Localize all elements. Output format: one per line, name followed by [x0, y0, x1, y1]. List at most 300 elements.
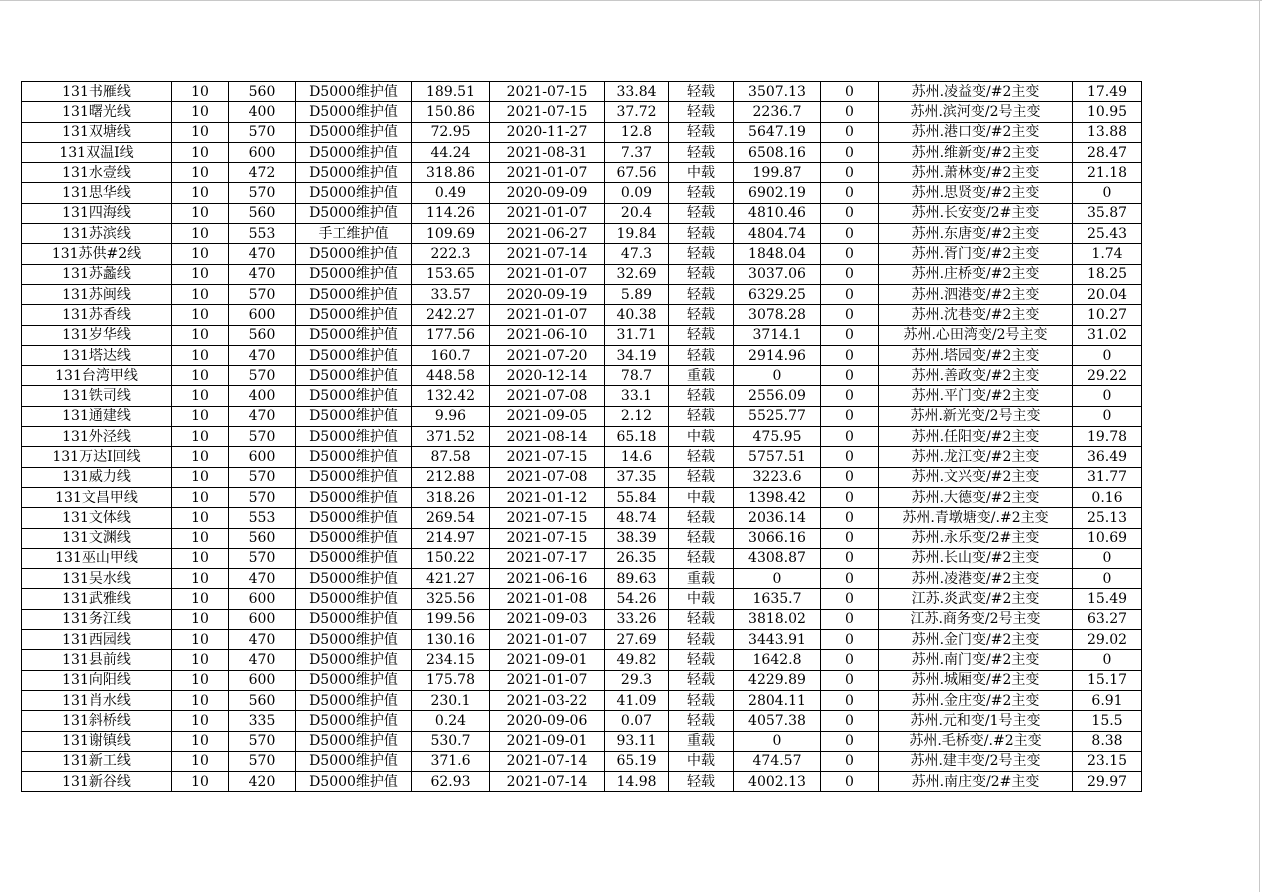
cell-rated-capacity: 600	[229, 305, 296, 325]
cell-transformer-load: 18.25	[1073, 264, 1142, 284]
cell-line-name: 131苏闽线	[22, 284, 172, 304]
cell-rated-capacity: 472	[229, 163, 296, 183]
cell-substation: 苏州.长安变/2#主变	[879, 203, 1073, 223]
cell-remaining-capacity: 3223.6	[734, 467, 821, 487]
cell-voltage: 10	[172, 548, 229, 568]
cell-load-rate: 93.11	[605, 731, 669, 751]
cell-load-status: 轻载	[669, 508, 734, 528]
table-row	[22, 406, 1142, 426]
cell-rated-capacity: 570	[229, 122, 296, 142]
cell-remaining-capacity: 5525.77	[734, 406, 821, 426]
cell-load-value: 130.16	[412, 630, 490, 650]
cell-load-status: 轻载	[669, 406, 734, 426]
cell-load-status: 重载	[669, 366, 734, 386]
cell-voltage: 10	[172, 366, 229, 386]
cell-date: 2020-11-27	[490, 122, 605, 142]
cell-rated-capacity: 600	[229, 589, 296, 609]
cell-load-status: 中载	[669, 427, 734, 447]
cell-line-name: 131通建线	[22, 406, 172, 426]
cell-load-rate: 37.35	[605, 467, 669, 487]
table-row	[22, 122, 1142, 142]
cell-transformer-load: 10.27	[1073, 305, 1142, 325]
cell-voltage: 10	[172, 203, 229, 223]
cell-voltage: 10	[172, 142, 229, 162]
cell-transformer-load: 25.43	[1073, 224, 1142, 244]
cell-line-name: 131谢镇线	[22, 731, 172, 751]
cell-substation: 苏州.思贤变/#2主变	[879, 183, 1073, 203]
cell-load-value: 150.22	[412, 548, 490, 568]
cell-maintenance-source: D5000维护值	[296, 163, 412, 183]
cell-load-status: 轻载	[669, 264, 734, 284]
cell-load-status: 轻载	[669, 82, 734, 102]
cell-date: 2021-01-07	[490, 203, 605, 223]
cell-rated-capacity: 470	[229, 406, 296, 426]
cell-load-value: 189.51	[412, 82, 490, 102]
cell-transformer-load: 15.49	[1073, 589, 1142, 609]
cell-load-rate: 55.84	[605, 487, 669, 507]
cell-load-status: 轻载	[669, 772, 734, 792]
cell-load-value: 160.7	[412, 345, 490, 365]
cell-load-status: 中载	[669, 163, 734, 183]
cell-line-name: 131西园线	[22, 630, 172, 650]
cell-transformer-load: 13.88	[1073, 122, 1142, 142]
cell-rated-capacity: 553	[229, 508, 296, 528]
cell-load-rate: 0.09	[605, 183, 669, 203]
table-row	[22, 548, 1142, 568]
cell-overload-count: 0	[821, 142, 879, 162]
cell-voltage: 10	[172, 751, 229, 771]
cell-voltage: 10	[172, 487, 229, 507]
cell-date: 2021-01-07	[490, 630, 605, 650]
cell-voltage: 10	[172, 630, 229, 650]
cell-maintenance-source: D5000维护值	[296, 548, 412, 568]
cell-line-name: 131县前线	[22, 650, 172, 670]
cell-transformer-load: 17.49	[1073, 82, 1142, 102]
table-row	[22, 284, 1142, 304]
cell-date: 2021-07-14	[490, 772, 605, 792]
cell-load-rate: 12.8	[605, 122, 669, 142]
cell-voltage: 10	[172, 467, 229, 487]
cell-remaining-capacity: 2914.96	[734, 345, 821, 365]
cell-load-value: 62.93	[412, 772, 490, 792]
cell-load-value: 222.3	[412, 244, 490, 264]
cell-line-name: 131肖水线	[22, 690, 172, 710]
cell-remaining-capacity: 6508.16	[734, 142, 821, 162]
cell-line-name: 131岁华线	[22, 325, 172, 345]
cell-voltage: 10	[172, 569, 229, 589]
cell-voltage: 10	[172, 224, 229, 244]
cell-transformer-load: 63.27	[1073, 609, 1142, 629]
cell-line-name: 131台湾甲线	[22, 366, 172, 386]
cell-rated-capacity: 570	[229, 467, 296, 487]
cell-rated-capacity: 570	[229, 548, 296, 568]
cell-overload-count: 0	[821, 711, 879, 731]
cell-maintenance-source: D5000维护值	[296, 731, 412, 751]
cell-load-value: 325.56	[412, 589, 490, 609]
cell-load-value: 371.52	[412, 427, 490, 447]
cell-load-value: 242.27	[412, 305, 490, 325]
cell-transformer-load: 0	[1073, 548, 1142, 568]
table-row	[22, 386, 1142, 406]
cell-substation: 苏州.泗港变/#2主变	[879, 284, 1073, 304]
cell-transformer-load: 31.77	[1073, 467, 1142, 487]
cell-date: 2021-06-10	[490, 325, 605, 345]
cell-load-value: 214.97	[412, 528, 490, 548]
table-row	[22, 447, 1142, 467]
cell-maintenance-source: D5000维护值	[296, 142, 412, 162]
cell-load-status: 中载	[669, 487, 734, 507]
cell-maintenance-source: D5000维护值	[296, 345, 412, 365]
cell-load-value: 33.57	[412, 284, 490, 304]
cell-date: 2020-09-09	[490, 183, 605, 203]
cell-remaining-capacity: 4810.46	[734, 203, 821, 223]
cell-line-name: 131新谷线	[22, 772, 172, 792]
table-row	[22, 244, 1142, 264]
cell-voltage: 10	[172, 731, 229, 751]
cell-date: 2020-09-19	[490, 284, 605, 304]
cell-maintenance-source: D5000维护值	[296, 630, 412, 650]
cell-maintenance-source: D5000维护值	[296, 711, 412, 731]
cell-overload-count: 0	[821, 569, 879, 589]
cell-voltage: 10	[172, 427, 229, 447]
cell-remaining-capacity: 199.87	[734, 163, 821, 183]
cell-date: 2021-09-01	[490, 731, 605, 751]
cell-maintenance-source: D5000维护值	[296, 264, 412, 284]
cell-load-rate: 31.71	[605, 325, 669, 345]
table-row	[22, 467, 1142, 487]
cell-voltage: 10	[172, 670, 229, 690]
cell-overload-count: 0	[821, 163, 879, 183]
cell-remaining-capacity: 3066.16	[734, 528, 821, 548]
cell-overload-count: 0	[821, 183, 879, 203]
cell-substation: 苏州.长山变/#2主变	[879, 548, 1073, 568]
table-row	[22, 102, 1142, 122]
cell-remaining-capacity: 474.57	[734, 751, 821, 771]
cell-substation: 苏州.滨河变/2号主变	[879, 102, 1073, 122]
cell-load-value: 421.27	[412, 569, 490, 589]
cell-remaining-capacity: 4308.87	[734, 548, 821, 568]
cell-remaining-capacity: 0	[734, 366, 821, 386]
cell-voltage: 10	[172, 447, 229, 467]
cell-load-status: 轻载	[669, 203, 734, 223]
cell-voltage: 10	[172, 528, 229, 548]
cell-load-rate: 65.19	[605, 751, 669, 771]
cell-voltage: 10	[172, 305, 229, 325]
cell-substation: 苏州.金庄变/#2主变	[879, 690, 1073, 710]
cell-line-name: 131文昌甲线	[22, 487, 172, 507]
table-row	[22, 305, 1142, 325]
table-row	[22, 366, 1142, 386]
cell-substation: 苏州.毛桥变/.#2主变	[879, 731, 1073, 751]
cell-load-rate: 14.98	[605, 772, 669, 792]
cell-load-status: 轻载	[669, 528, 734, 548]
cell-load-value: 234.15	[412, 650, 490, 670]
cell-load-status: 重载	[669, 731, 734, 751]
cell-load-rate: 26.35	[605, 548, 669, 568]
cell-voltage: 10	[172, 609, 229, 629]
cell-substation: 江苏.炎武变/#2主变	[879, 589, 1073, 609]
cell-maintenance-source: D5000维护值	[296, 102, 412, 122]
cell-overload-count: 0	[821, 751, 879, 771]
cell-overload-count: 0	[821, 345, 879, 365]
cell-load-status: 轻载	[669, 386, 734, 406]
cell-substation: 苏州.胥门变/#2主变	[879, 244, 1073, 264]
cell-line-name: 131双温I线	[22, 142, 172, 162]
table-row	[22, 630, 1142, 650]
page-edge-top	[0, 0, 1262, 1]
cell-overload-count: 0	[821, 670, 879, 690]
cell-load-rate: 89.63	[605, 569, 669, 589]
cell-date: 2021-01-12	[490, 487, 605, 507]
cell-transformer-load: 20.04	[1073, 284, 1142, 304]
cell-load-value: 199.56	[412, 609, 490, 629]
table-row	[22, 325, 1142, 345]
cell-load-rate: 47.3	[605, 244, 669, 264]
cell-line-name: 131巫山甲线	[22, 548, 172, 568]
cell-maintenance-source: D5000维护值	[296, 528, 412, 548]
cell-date: 2021-01-07	[490, 163, 605, 183]
cell-overload-count: 0	[821, 528, 879, 548]
cell-substation: 苏州.建丰变/2号主变	[879, 751, 1073, 771]
cell-load-status: 轻载	[669, 345, 734, 365]
cell-voltage: 10	[172, 284, 229, 304]
cell-load-status: 轻载	[669, 690, 734, 710]
cell-line-name: 131水壹线	[22, 163, 172, 183]
cell-line-name: 131苏供#2线	[22, 244, 172, 264]
cell-substation: 苏州.心田湾变/2号主变	[879, 325, 1073, 345]
cell-date: 2020-12-14	[490, 366, 605, 386]
table-row	[22, 203, 1142, 223]
cell-rated-capacity: 570	[229, 366, 296, 386]
cell-load-status: 轻载	[669, 244, 734, 264]
cell-load-rate: 49.82	[605, 650, 669, 670]
cell-load-status: 轻载	[669, 325, 734, 345]
cell-rated-capacity: 470	[229, 345, 296, 365]
cell-transformer-load: 10.95	[1073, 102, 1142, 122]
table-row	[22, 163, 1142, 183]
cell-remaining-capacity: 6329.25	[734, 284, 821, 304]
cell-remaining-capacity: 4002.13	[734, 772, 821, 792]
cell-rated-capacity: 600	[229, 609, 296, 629]
cell-overload-count: 0	[821, 122, 879, 142]
table-row	[22, 731, 1142, 751]
cell-load-value: 448.58	[412, 366, 490, 386]
cell-load-rate: 34.19	[605, 345, 669, 365]
cell-substation: 苏州.萧林变/#2主变	[879, 163, 1073, 183]
cell-rated-capacity: 570	[229, 183, 296, 203]
cell-substation: 苏州.南庄变/2#主变	[879, 772, 1073, 792]
cell-rated-capacity: 470	[229, 569, 296, 589]
cell-load-value: 0.49	[412, 183, 490, 203]
cell-substation: 苏州.永乐变/2#主变	[879, 528, 1073, 548]
cell-transformer-load: 25.13	[1073, 508, 1142, 528]
cell-rated-capacity: 600	[229, 142, 296, 162]
cell-overload-count: 0	[821, 82, 879, 102]
cell-transformer-load: 0	[1073, 183, 1142, 203]
cell-load-status: 轻载	[669, 548, 734, 568]
cell-load-value: 371.6	[412, 751, 490, 771]
cell-load-rate: 7.37	[605, 142, 669, 162]
table-row	[22, 82, 1142, 102]
cell-transformer-load: 1.74	[1073, 244, 1142, 264]
cell-load-value: 114.26	[412, 203, 490, 223]
cell-date: 2021-01-08	[490, 589, 605, 609]
cell-date: 2021-07-15	[490, 528, 605, 548]
cell-substation: 苏州.维新变/#2主变	[879, 142, 1073, 162]
cell-load-status: 轻载	[669, 183, 734, 203]
cell-rated-capacity: 470	[229, 650, 296, 670]
cell-maintenance-source: D5000维护值	[296, 325, 412, 345]
cell-rated-capacity: 560	[229, 325, 296, 345]
cell-substation: 苏州.庄桥变/#2主变	[879, 264, 1073, 284]
cell-load-value: 44.24	[412, 142, 490, 162]
cell-overload-count: 0	[821, 609, 879, 629]
table-row	[22, 650, 1142, 670]
cell-substation: 苏州.任阳变/#2主变	[879, 427, 1073, 447]
cell-load-rate: 20.4	[605, 203, 669, 223]
cell-line-name: 131务江线	[22, 609, 172, 629]
cell-maintenance-source: D5000维护值	[296, 690, 412, 710]
cell-overload-count: 0	[821, 650, 879, 670]
cell-load-status: 轻载	[669, 447, 734, 467]
cell-maintenance-source: D5000维护值	[296, 183, 412, 203]
cell-load-rate: 48.74	[605, 508, 669, 528]
cell-line-name: 131外泾线	[22, 427, 172, 447]
cell-remaining-capacity: 0	[734, 731, 821, 751]
cell-remaining-capacity: 3714.1	[734, 325, 821, 345]
cell-load-value: 132.42	[412, 386, 490, 406]
cell-line-name: 131万达Ⅰ回线	[22, 447, 172, 467]
cell-date: 2021-09-01	[490, 650, 605, 670]
cell-date: 2021-09-05	[490, 406, 605, 426]
cell-overload-count: 0	[821, 508, 879, 528]
cell-substation: 苏州.元和变/1号主变	[879, 711, 1073, 731]
cell-overload-count: 0	[821, 203, 879, 223]
cell-transformer-load: 29.97	[1073, 772, 1142, 792]
cell-load-rate: 37.72	[605, 102, 669, 122]
cell-substation: 苏州.凌港变/#2主变	[879, 569, 1073, 589]
cell-remaining-capacity: 475.95	[734, 427, 821, 447]
cell-load-rate: 27.69	[605, 630, 669, 650]
cell-date: 2021-09-03	[490, 609, 605, 629]
cell-substation: 苏州.文兴变/#2主变	[879, 467, 1073, 487]
cell-remaining-capacity: 5757.51	[734, 447, 821, 467]
table-row	[22, 142, 1142, 162]
cell-rated-capacity: 570	[229, 487, 296, 507]
cell-line-name: 131四海线	[22, 203, 172, 223]
cell-overload-count: 0	[821, 102, 879, 122]
cell-load-rate: 78.7	[605, 366, 669, 386]
cell-transformer-load: 0	[1073, 650, 1142, 670]
cell-transformer-load: 31.02	[1073, 325, 1142, 345]
cell-date: 2021-01-07	[490, 670, 605, 690]
cell-load-rate: 41.09	[605, 690, 669, 710]
cell-overload-count: 0	[821, 264, 879, 284]
cell-transformer-load: 0	[1073, 386, 1142, 406]
cell-transformer-load: 21.18	[1073, 163, 1142, 183]
cell-load-rate: 65.18	[605, 427, 669, 447]
feeder-load-table	[21, 81, 1142, 792]
cell-voltage: 10	[172, 386, 229, 406]
cell-date: 2021-07-17	[490, 548, 605, 568]
cell-overload-count: 0	[821, 487, 879, 507]
cell-substation: 苏州.平门变/#2主变	[879, 386, 1073, 406]
cell-load-status: 轻载	[669, 122, 734, 142]
cell-load-rate: 19.84	[605, 224, 669, 244]
cell-overload-count: 0	[821, 690, 879, 710]
cell-date: 2021-08-31	[490, 142, 605, 162]
cell-load-value: 175.78	[412, 670, 490, 690]
cell-line-name: 131曙光线	[22, 102, 172, 122]
table-row	[22, 183, 1142, 203]
cell-substation: 苏州.城厢变/#2主变	[879, 670, 1073, 690]
cell-load-status: 重载	[669, 569, 734, 589]
cell-load-status: 轻载	[669, 102, 734, 122]
table-row	[22, 711, 1142, 731]
cell-maintenance-source: D5000维护值	[296, 284, 412, 304]
cell-line-name: 131双塘线	[22, 122, 172, 142]
cell-date: 2021-07-20	[490, 345, 605, 365]
cell-overload-count: 0	[821, 244, 879, 264]
cell-line-name: 131思华线	[22, 183, 172, 203]
cell-transformer-load: 29.22	[1073, 366, 1142, 386]
cell-line-name: 131斜桥线	[22, 711, 172, 731]
cell-rated-capacity: 560	[229, 82, 296, 102]
cell-remaining-capacity: 3078.28	[734, 305, 821, 325]
cell-overload-count: 0	[821, 447, 879, 467]
table-row	[22, 427, 1142, 447]
cell-date: 2021-07-14	[490, 751, 605, 771]
cell-line-name: 131文体线	[22, 508, 172, 528]
cell-rated-capacity: 560	[229, 203, 296, 223]
cell-overload-count: 0	[821, 548, 879, 568]
cell-overload-count: 0	[821, 630, 879, 650]
page-edge-right	[1259, 0, 1260, 892]
cell-remaining-capacity: 2036.14	[734, 508, 821, 528]
cell-maintenance-source: D5000维护值	[296, 447, 412, 467]
cell-load-status: 轻载	[669, 630, 734, 650]
cell-voltage: 10	[172, 711, 229, 731]
cell-substation: 苏州.新光变/2号主变	[879, 406, 1073, 426]
cell-load-status: 轻载	[669, 650, 734, 670]
cell-load-status: 中载	[669, 751, 734, 771]
cell-maintenance-source: D5000维护值	[296, 244, 412, 264]
cell-line-name: 131文渊线	[22, 528, 172, 548]
cell-load-rate: 32.69	[605, 264, 669, 284]
cell-remaining-capacity: 2556.09	[734, 386, 821, 406]
cell-maintenance-source: D5000维护值	[296, 406, 412, 426]
cell-rated-capacity: 570	[229, 427, 296, 447]
cell-rated-capacity: 335	[229, 711, 296, 731]
cell-maintenance-source: D5000维护值	[296, 487, 412, 507]
cell-maintenance-source: D5000维护值	[296, 589, 412, 609]
cell-substation: 苏州.东唐变/#2主变	[879, 224, 1073, 244]
cell-line-name: 131苏滨线	[22, 224, 172, 244]
cell-remaining-capacity: 5647.19	[734, 122, 821, 142]
cell-date: 2021-06-27	[490, 224, 605, 244]
cell-load-value: 212.88	[412, 467, 490, 487]
cell-voltage: 10	[172, 650, 229, 670]
cell-overload-count: 0	[821, 224, 879, 244]
cell-voltage: 10	[172, 264, 229, 284]
cell-load-rate: 67.56	[605, 163, 669, 183]
cell-load-status: 轻载	[669, 711, 734, 731]
cell-date: 2021-07-08	[490, 386, 605, 406]
cell-remaining-capacity: 2236.7	[734, 102, 821, 122]
cell-transformer-load: 15.17	[1073, 670, 1142, 690]
cell-voltage: 10	[172, 122, 229, 142]
cell-load-status: 轻载	[669, 609, 734, 629]
